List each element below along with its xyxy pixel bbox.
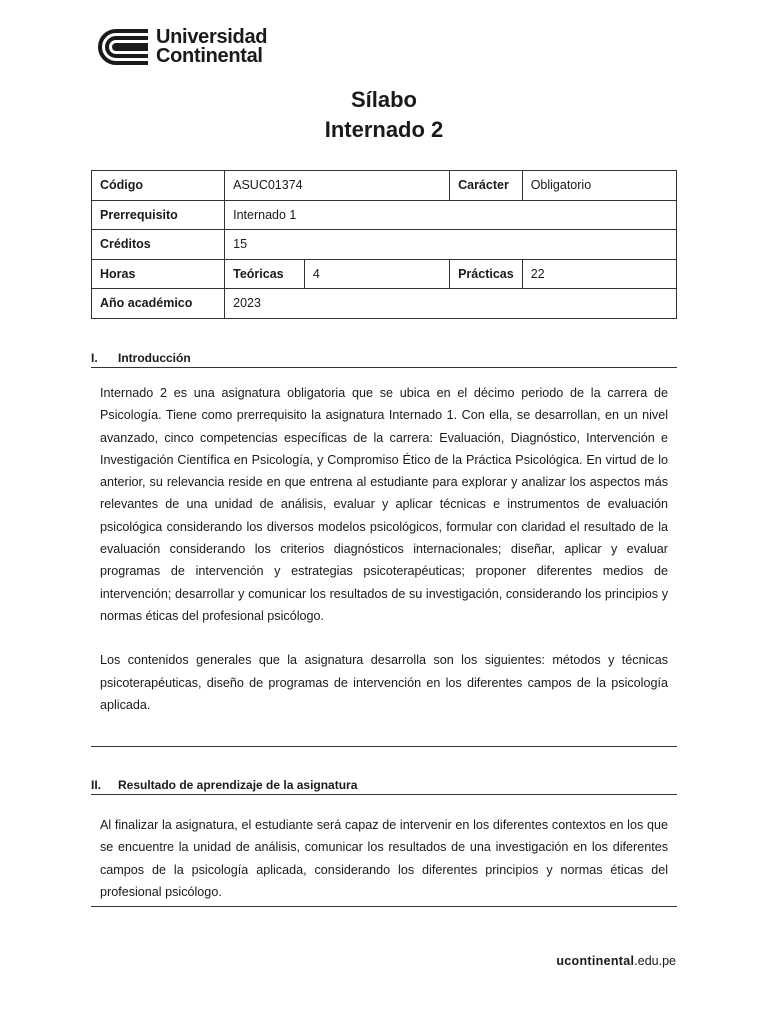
section-1-heading: [91, 351, 677, 368]
section-1-body: [100, 382, 668, 716]
anio-value: 2023: [225, 289, 677, 319]
caracter-label: Carácter: [450, 171, 523, 201]
practicas-value: 22: [522, 259, 676, 289]
document-titles: [0, 86, 768, 144]
section-1-bottom-rule: [91, 746, 677, 747]
caracter-value: Obligatorio: [522, 171, 676, 201]
course-name: Internado 2: [324, 117, 444, 142]
section-2-heading: [91, 778, 677, 795]
table-row: [92, 230, 677, 260]
document-title: Sílabo: [350, 87, 417, 112]
creditos-value: 15: [225, 230, 677, 260]
anio-label: Año académico: [92, 289, 225, 319]
prerrequisito-label: Prerrequisito: [92, 200, 225, 230]
prerrequisito-value: Internado 1: [225, 200, 677, 230]
section-2-title: Resultado de aprendizaje de la asignatura: [118, 778, 358, 792]
practicas-label: Prácticas: [450, 259, 523, 289]
table-row: [92, 200, 677, 230]
continental-logo-icon: [98, 29, 150, 65]
section-2-bottom-rule: [91, 906, 677, 907]
university-logo: [98, 28, 267, 66]
table-row: [92, 259, 677, 289]
section-2-number: II.: [91, 778, 102, 792]
footer-domain-suffix: .edu.pe: [634, 954, 676, 968]
section-1-number: I.: [91, 351, 98, 365]
logo-line-2: Continental: [156, 45, 263, 67]
course-info-table: [91, 170, 677, 319]
teoricas-value: 4: [304, 259, 449, 289]
teoricas-label: Teóricas: [225, 259, 305, 289]
table-row: [92, 289, 677, 319]
footer-domain: [556, 954, 676, 968]
section-2-body: [100, 814, 668, 903]
logo-wordmark: [156, 28, 267, 66]
creditos-label: Créditos: [92, 230, 225, 260]
section-1-title: Introducción: [118, 351, 191, 365]
footer-domain-bold: ucontinental: [556, 954, 635, 968]
table-row: [92, 171, 677, 201]
horas-label: Horas: [92, 259, 225, 289]
codigo-value: ASUC01374: [225, 171, 450, 201]
learning-outcome-paragraph: Al finalizar la asignatura, el estudiante será capaz de intervenir en los diferentes contextos en los que se encuentre la unidad de análisis, comunicar los resultados de una investigación en los diferentes campos de la psicología aplicada, considerando los diferentes principios y normas éticas del profesional psicólogo.: [100, 818, 668, 899]
logo-line-1: Universidad: [156, 26, 268, 48]
intro-paragraph-2: Los contenidos generales que la asignatura desarrolla son los siguientes: métodos y técnicas psicoterapéuticas, diseño de programas de intervención en los diferentes campos de la psicología aplicada.: [100, 653, 668, 712]
intro-paragraph-1: Internado 2 es una asignatura obligatoria que se ubica en el décimo periodo de la carrera de Psicología. Tiene como prerrequisito la asignatura Internado 1. Con ella, se desarrollan, en un nivel avanzado, cinco competencias específicas de la carrera: Evaluación, Diagnóstico, Intervención e Investigación Científica en Psicología, y Compromiso Ético de la Práctica Psicológica. En virtud de lo anterior, su relevancia reside en que entrena al estudiante para explorar y analizar los aspectos más relevantes de una unidad de análisis, evaluar y aplicar técnicas e instrumentos de evaluación psicológica considerando los diversos modelos psicológicos, formular con claridad el resultado de la evaluación considerando los criterios diagnósticos internacionales; diseñar, aplicar y evaluar programas de intervención y estrategias psicoterapéuticas; proponer diferentes medios de intervención; desarrollar y comunicar los resultados de su investigación, considerando los principios y normas éticas del profesional psicólogo.: [100, 386, 668, 623]
codigo-label: Código: [92, 171, 225, 201]
